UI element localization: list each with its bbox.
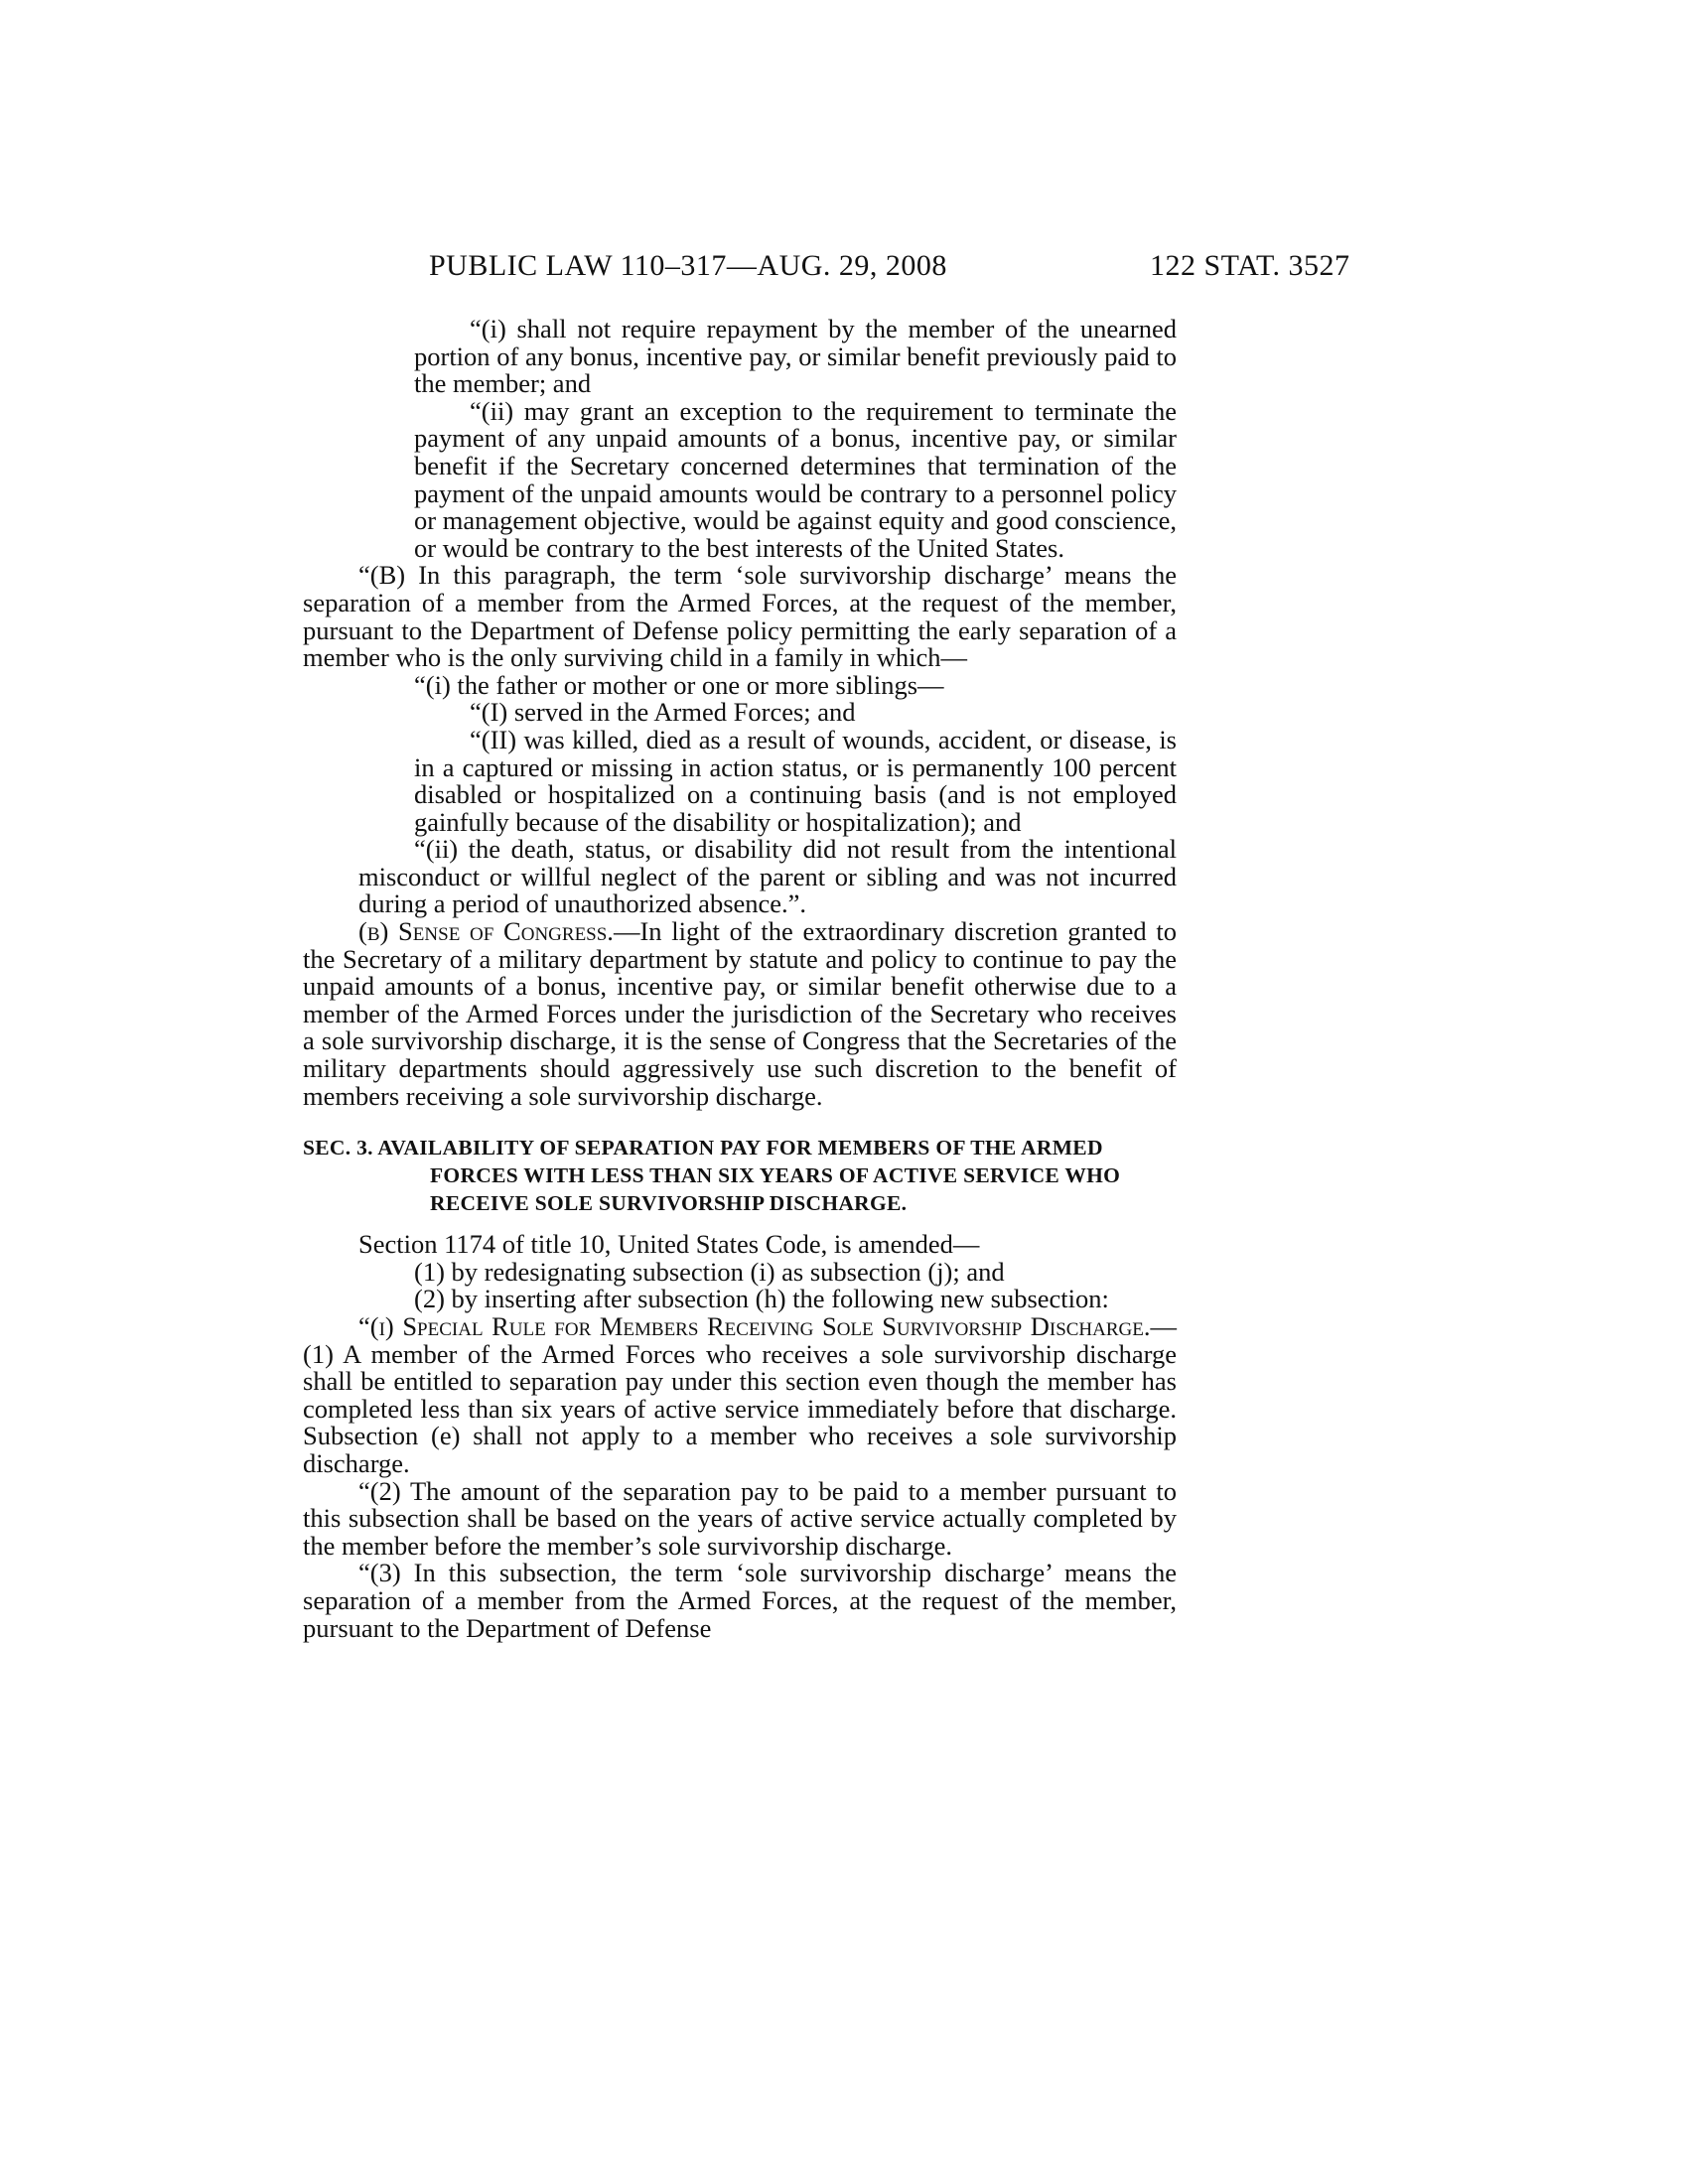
section-3-heading: SEC. 3. AVAILABILITY OF SEPARATION PAY FOR MEMBERS OF THE ARMED FORCES WITH LESS THAN SIX YEARS OF ACTIVE SERVICE WHO RECEIVE SOLE SURVIVORSHIP DISCHARGE. — [303, 1136, 1121, 1216]
section-3-intro: Section 1174 of title 10, United States Code, is amended— — [358, 1229, 980, 1260]
subsection-i-heading: “(i) Special Rule for Members Receiving Sole Survivorship Discharge. — [358, 1311, 1151, 1341]
clause-b-ii: “(ii) the death, status, or disability did not result from the intentional misconduct or willful neglect of the parent or sibling and was not incurred during a period of unauthorized absence.”. — [358, 834, 1177, 919]
sense-of-congress-heading: (b) Sense of Congress. — [358, 916, 614, 947]
statute-text — [303, 316, 1177, 1642]
clause-ii: “(ii) may grant an exception to the requirement to terminate the payment of any unpaid amounts of a bonus, incentive pay, or similar benefit if the Secretary concerned determines that termination of the payment of the unpaid amounts would be contrary to a personnel policy or management objective, would be against equity and good conscience, or would be contrary to the best interests of the United States. — [414, 395, 1177, 563]
subclause-b-II: “(II) was killed, died as a result of wounds, accident, or disease, is in a captured or missing in action status, or is permanently 100 percent disabled or hospitalized on a continuing basis (and is not employed gainfully because of the disability or hospitalization); and — [414, 724, 1177, 837]
subclause-b-I: “(I) served in the Armed Forces; and — [470, 697, 856, 728]
subsection-i-body: —(1) A member of the Armed Forces who receives a sole survivorship discharge shall be entitled to separation pay under this section even though the member has completed less than six years of active service immediately before that discharge. Subsection (e) shall not apply to a member who receives a sole survivorship discharge. — [303, 1311, 1177, 1478]
section-3-item-1: (1) by redesignating subsection (i) as subsection (j); and — [414, 1256, 1005, 1287]
law-citation: PUBLIC LAW 110–317—AUG. 29, 2008 — [429, 249, 947, 282]
clause-b-i: “(i) the father or mother or one or more siblings— — [414, 669, 944, 700]
subsection-i — [303, 1313, 1177, 1478]
statute-page-number: 122 STAT. 3527 — [1150, 249, 1350, 282]
clause-i: “(i) shall not require repayment by the member of the unearned portion of any bonus, incentive pay, or similar benefit previously paid to the member; and — [414, 314, 1177, 399]
sense-of-congress — [303, 918, 1177, 1110]
subparagraph-b: “(B) In this paragraph, the term ‘sole survivorship discharge’ means the separation of a member from the Armed Forces, at the request of the member, pursuant to the Department of Defense policy permitting the early separation of a member who is the only surviving child in a family in which— — [303, 560, 1177, 673]
page-header — [0, 244, 1688, 288]
subsection-i-paragraph-2: “(2) The amount of the separation pay to be paid to a member pursuant to this subsection shall be based on the years of active service actually completed by the member before the member’s sole survivorship discharge. — [303, 1475, 1177, 1561]
sense-of-congress-body: —In light of the extraordinary discretion granted to the Secretary of a military department by statute and policy to continue to pay the unpaid amounts of a bonus, incentive pay, or similar benefit otherwise due to a member of the Armed Forces under the jurisdiction of the Secretary who receives a sole survivorship discharge, it is the sense of Congress that the Secretaries of the military departments should aggressively use such discretion to the benefit of members receiving a sole survivorship discharge. — [303, 916, 1177, 1111]
subsection-i-paragraph-3: “(3) In this subsection, the term ‘sole survivorship discharge’ means the separation of a member from the Armed Forces, at the request of the member, pursuant to the Department of Defense — [303, 1558, 1177, 1643]
section-3-item-2: (2) by inserting after subsection (h) the following new subsection: — [414, 1284, 1109, 1314]
